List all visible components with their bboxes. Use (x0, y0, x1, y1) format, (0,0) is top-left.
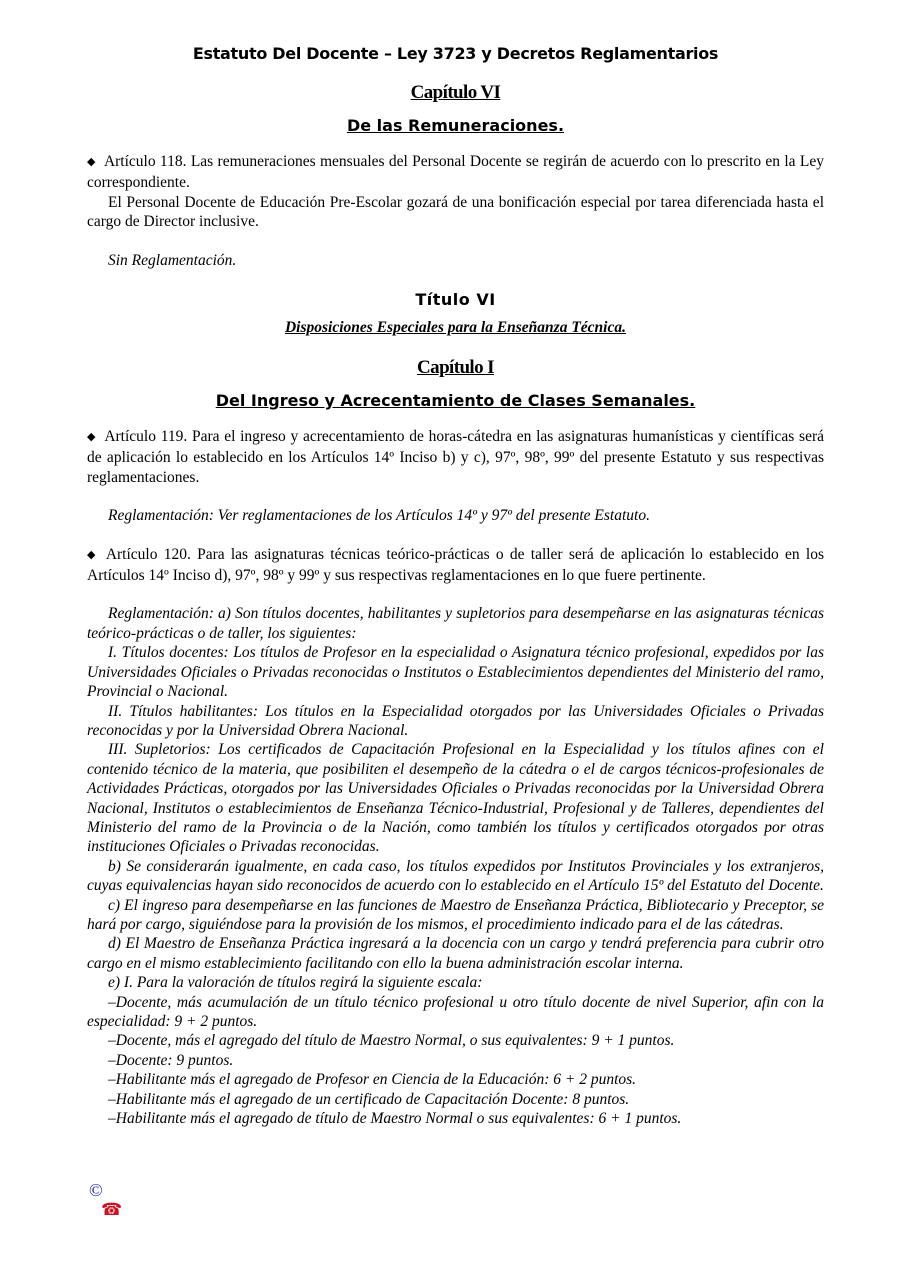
article-118-paragraph-2: El Personal Docente de Educación Pre-Escolar gozará de una bonificación especial por tarea diferenciada hasta el cargo de Director inclusive. (87, 193, 824, 231)
article-118 (87, 152, 824, 193)
regulation-120-paragraph: e) I. Para la valoración de títulos regirá la siguiente escala: (108, 974, 483, 992)
regulation-120-paragraph: I. Títulos docentes: Los títulos de Profesor en la especialidad o Asignatura técnico profesional, expedidos por las Universidades Oficiales o Privadas reconocidas o Institutos o Establecimientos dependientes del Ministerio del ramo, Provincial o Nacional. (87, 644, 824, 701)
article-120 (87, 545, 824, 586)
article-120-text: Artículo 120. Para las asignaturas técnicas teórico-prácticas o de taller será de aplicación lo establecido en los Artículos 14º Inciso d), 97º, 98º y 99º y sus respectivas reglamentaciones en lo que fuere pertinente. (87, 545, 824, 585)
regulation-120-paragraph: II. Títulos habilitantes: Los títulos en la Especialidad otorgados por las Universidades Oficiales o Privadas reconocidas y por la Universidad Obrera Nacional. (87, 702, 824, 739)
footer (89, 1180, 122, 1220)
diamond-bullet-icon: ◆ (87, 548, 98, 561)
chapter-i-title: Capítulo I (417, 357, 494, 379)
regulation-120-paragraph: –Habilitante más el agregado de Profesor en Ciencia de la Educación: 6 + 2 puntos. (108, 1071, 637, 1089)
phone-icon: ☎ (101, 1200, 123, 1219)
regulation-120-paragraph: –Docente: 9 puntos. (108, 1051, 234, 1069)
titulo-vi-subtitle: Disposiciones Especiales para la Enseñanza Técnica. (284, 319, 626, 337)
regulation-120-paragraph: b) Se considerarán igualmente, en cada caso, los títulos expedidos por Institutos Provinciales y los extranjeros, cuyas equivalencias hayan sido reconocidos de acuerdo con lo establecido en el Artículo 15º del Estatuto del Docente. (87, 857, 824, 895)
regulation-120-paragraph: –Habilitante más el agregado de un certificado de Capacitación Docente: 8 puntos. (108, 1090, 630, 1108)
regulation-120-paragraph: III. Supletorios: Los certificados de Capacitación Profesional en la Especialidad y los títulos afines con el contenido técnico de la materia, que posibiliten el desempeño de la cátedra o el de cargos técnicos-profesionales de Actividades Prácticas, otorgados por las Universidades Oficiales o Privadas reconocidas por la Universidad Obrera Nacional, Institutos o establecimientos de Enseñanza Técnico-Industrial, Profesional y de Talleres, dependientes del Ministerio del ramo de la Provincia o de la Nación, como también los títulos y certificados otorgados por otras instituciones Oficiales o Privadas reconocidas. (87, 741, 824, 856)
diamond-bullet-icon: ◆ (87, 156, 96, 168)
document-header-title: Estatuto Del Docente – Ley 3723 y Decretos Reglamentarios (192, 44, 719, 63)
regulation-120-paragraph: Reglamentación: a) Son títulos docentes, habilitantes y supletorios para desempeñarse en las asignaturas técnicas teórico-prácticas o de taller, los siguientes: (87, 605, 824, 642)
regulation-120-paragraph: d) El Maestro de Enseñanza Práctica ingresará a la docencia con un cargo y tendrá preferencia para cubrir otro cargo en el mismo establecimiento facilitando con ello la buena administración escolar interna. (87, 935, 824, 972)
document-page (87, 40, 824, 1128)
regulation-120-paragraph: c) El ingreso para desempeñarse en las funciones de Maestro de Enseñanza Práctica, Bibliotecario y Preceptor, se hará por cargo, siguiéndose para la provisión de los mismos, el procedimiento indicado para el de las cátedras. (87, 896, 824, 933)
chapter-vi-subtitle: De las Remuneraciones. (346, 116, 565, 135)
regulation-119: Reglamentación: Ver reglamentaciones de los Artículos 14º y 97º del presente Estatuto. (108, 507, 650, 525)
regulation-120-paragraph: –Docente, más acumulación de un título técnico profesional u otro título docente de nivel Superior, afin con la especialidad: 9 + 2 puntos. (87, 993, 824, 1030)
titulo-vi-title: Título VI (415, 290, 496, 310)
article-119-text: Artículo 119. Para el ingreso y acrecentamiento de horas-cátedra en las asignaturas humanísticas y científicas será de aplicación lo establecido en los Artículos 14º Inciso b) y c), 97º, 98º, 99º del presente Estatuto y sus respectivas reglamentaciones. (87, 428, 824, 486)
chapter-i-subtitle: Del Ingreso y Acrecentamiento de Clases Semanales. (215, 391, 696, 411)
chapter-vi-title: Capítulo VI (410, 82, 501, 103)
regulation-120 (87, 604, 824, 1128)
regulation-120-paragraph: –Docente, más el agregado del título de Maestro Normal, o sus equivalentes: 9 + 1 puntos. (108, 1032, 675, 1050)
copyright-icon: © (89, 1180, 103, 1200)
no-regulation-note: Sin Reglamentación. (108, 251, 237, 269)
diamond-bullet-icon: ◆ (87, 431, 97, 444)
regulation-120-paragraph: –Habilitante más el agregado de título de Maestro Normal o sus equivalentes: 6 + 1 puntos. (108, 1110, 682, 1128)
article-118-text: Artículo 118. Las remuneraciones mensuales del Personal Docente se regirán de acuerdo con lo prescrito en la Ley correspondiente. (87, 153, 824, 192)
article-119 (87, 427, 824, 487)
